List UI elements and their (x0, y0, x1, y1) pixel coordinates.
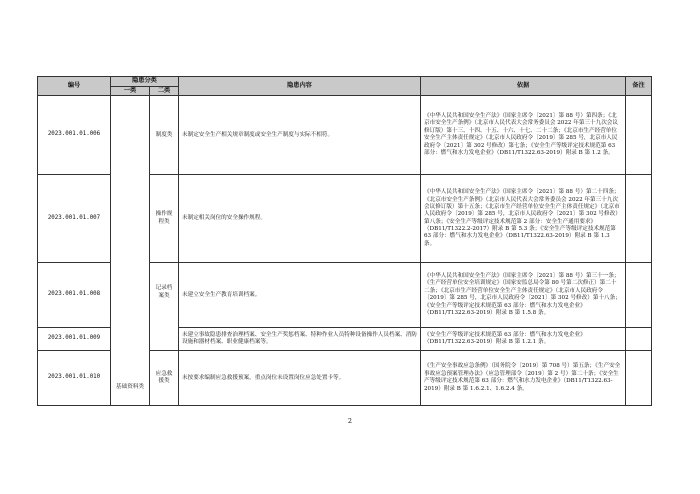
row-content: 未制定安全生产相关规章制度或安全生产制度与实际不相符。 (179, 96, 421, 175)
row-content: 未按要求编制应急救援预案，重点岗位未设置岗位应急处置卡等。 (179, 351, 421, 406)
row-remark (626, 96, 652, 175)
row-remark (626, 351, 652, 406)
row-basis: 《中华人民共和国安全生产法》（国家主席令〔2021〕第 88 号）第三十一条；《生产经营单位安全培训规定》（国家安监总局令第 80 号第二次修正）第二十二条；《北京市生产经营单位安全生产主体责任规定》（北京市人民政府令〔2019〕第 285 号，北京市人民政府令〔2021〕第 302 号修改）第十八条；《安全生产等级评定技术规范第 63 部分：燃气和水力发电企业》（DB11/T1322.63-2019）附录 B 第 1.5.8 条。 (421, 263, 626, 328)
row-id: 2023.001.01.007 (38, 175, 111, 263)
table-row (38, 96, 652, 175)
row-remark (626, 263, 652, 328)
row-basis: 《中华人民共和国安全生产法》（国家主席令〔2021〕第 88 号）第四条；《北京市安全生产条例》（北京市人民代表大会常务委员会 2022 年第三十九次会议修订版）第十三、十四、十五、十六、十七、二十二条；《北京市生产经营单位安全生产主体责任规定》（北京市人民政府令〔2019〕第 285 号，北京市人民政府令〔2021〕第 302 号修改）第七条；《安全生产等级评定技术规范第 63 部分：燃气和水力发电企业》（DB11/T1322.63-2019）附录 B 第 1.2 条。 (421, 96, 626, 175)
hazard-table (37, 76, 652, 406)
row-basis: 《安全生产等级评定技术规范第 63 部分：燃气和水力发电企业》（DB11/T1322.63-2019）附录 B 第 1.2.1 条。 (421, 328, 626, 351)
row-remark (626, 175, 652, 263)
row-content: 未建立安全生产教育培训档案。 (179, 263, 421, 328)
page-number: 2 (347, 417, 353, 425)
row-remark (626, 328, 652, 351)
row-id: 2023.001.01.009 (38, 328, 111, 351)
row-basis: 《生产安全事故应急条例》（国务院令〔2019〕第 708 号）第五条；《生产安全事故应急预案管理办法》（应急管理部令〔2019〕第 2 号）第二十条；《安全生产等级评定技术规范第 63 部分：燃气和水力发电企业》（DB11/T1322.63-2019）附录 B 第 1.6.2.1、1.6.2.4 条。 (421, 351, 626, 406)
row-content: 未建立事故隐患排查治理档案、安全生产奖惩档案、特种作业人员特种设备操作人员档案、消防设施和器材档案、职业健康档案等。 (179, 328, 421, 351)
header-category-group: 隐患分类 (111, 77, 179, 87)
header-id: 编号 (38, 77, 111, 96)
row-level2: 操作规程类 (150, 175, 179, 263)
row-level2: 制度类 (150, 96, 179, 175)
row-level2: 应急救援类 (150, 351, 179, 406)
row-content: 未制定相关岗位的安全操作规程。 (179, 175, 421, 263)
row-basis: 《中华人民共和国安全生产法》（国家主席令〔2021〕第 88 号）第二十四条；《北京市安全生产条例》（北京市人民代表大会常务委员会 2022 年第三十九次会议修订版）第十五条；《北京市生产经营单位安全生产主体责任规定》（北京市人民政府令〔2019〕第 285 号，北京市人民政府令〔2021〕第 302 号修改）第八条；《安全生产等级评定技术规范第 2 部分：安全生产通用要求》（DB11/T1322.2-2017）附录 B 第 5.3 条；《安全生产等级评定技术规范第 63 部分：燃气和水力发电企业》（DB11/T1322.63-2019）附录 B 第 1.3 条。 (421, 175, 626, 263)
row-id: 2023.001.01.006 (38, 96, 111, 175)
row-id: 2023.001.01.010 (38, 351, 111, 406)
header-content: 隐患内容 (179, 77, 421, 96)
header-remark: 备注 (626, 77, 652, 96)
row-level2: 记录档案类 (150, 263, 179, 351)
header-basis: 依据 (421, 77, 626, 96)
header-level2: 二类 (150, 87, 179, 96)
row-level1: 基础资料类 (111, 96, 150, 406)
row-id: 2023.001.01.008 (38, 263, 111, 328)
header-level1: 一类 (111, 87, 150, 96)
